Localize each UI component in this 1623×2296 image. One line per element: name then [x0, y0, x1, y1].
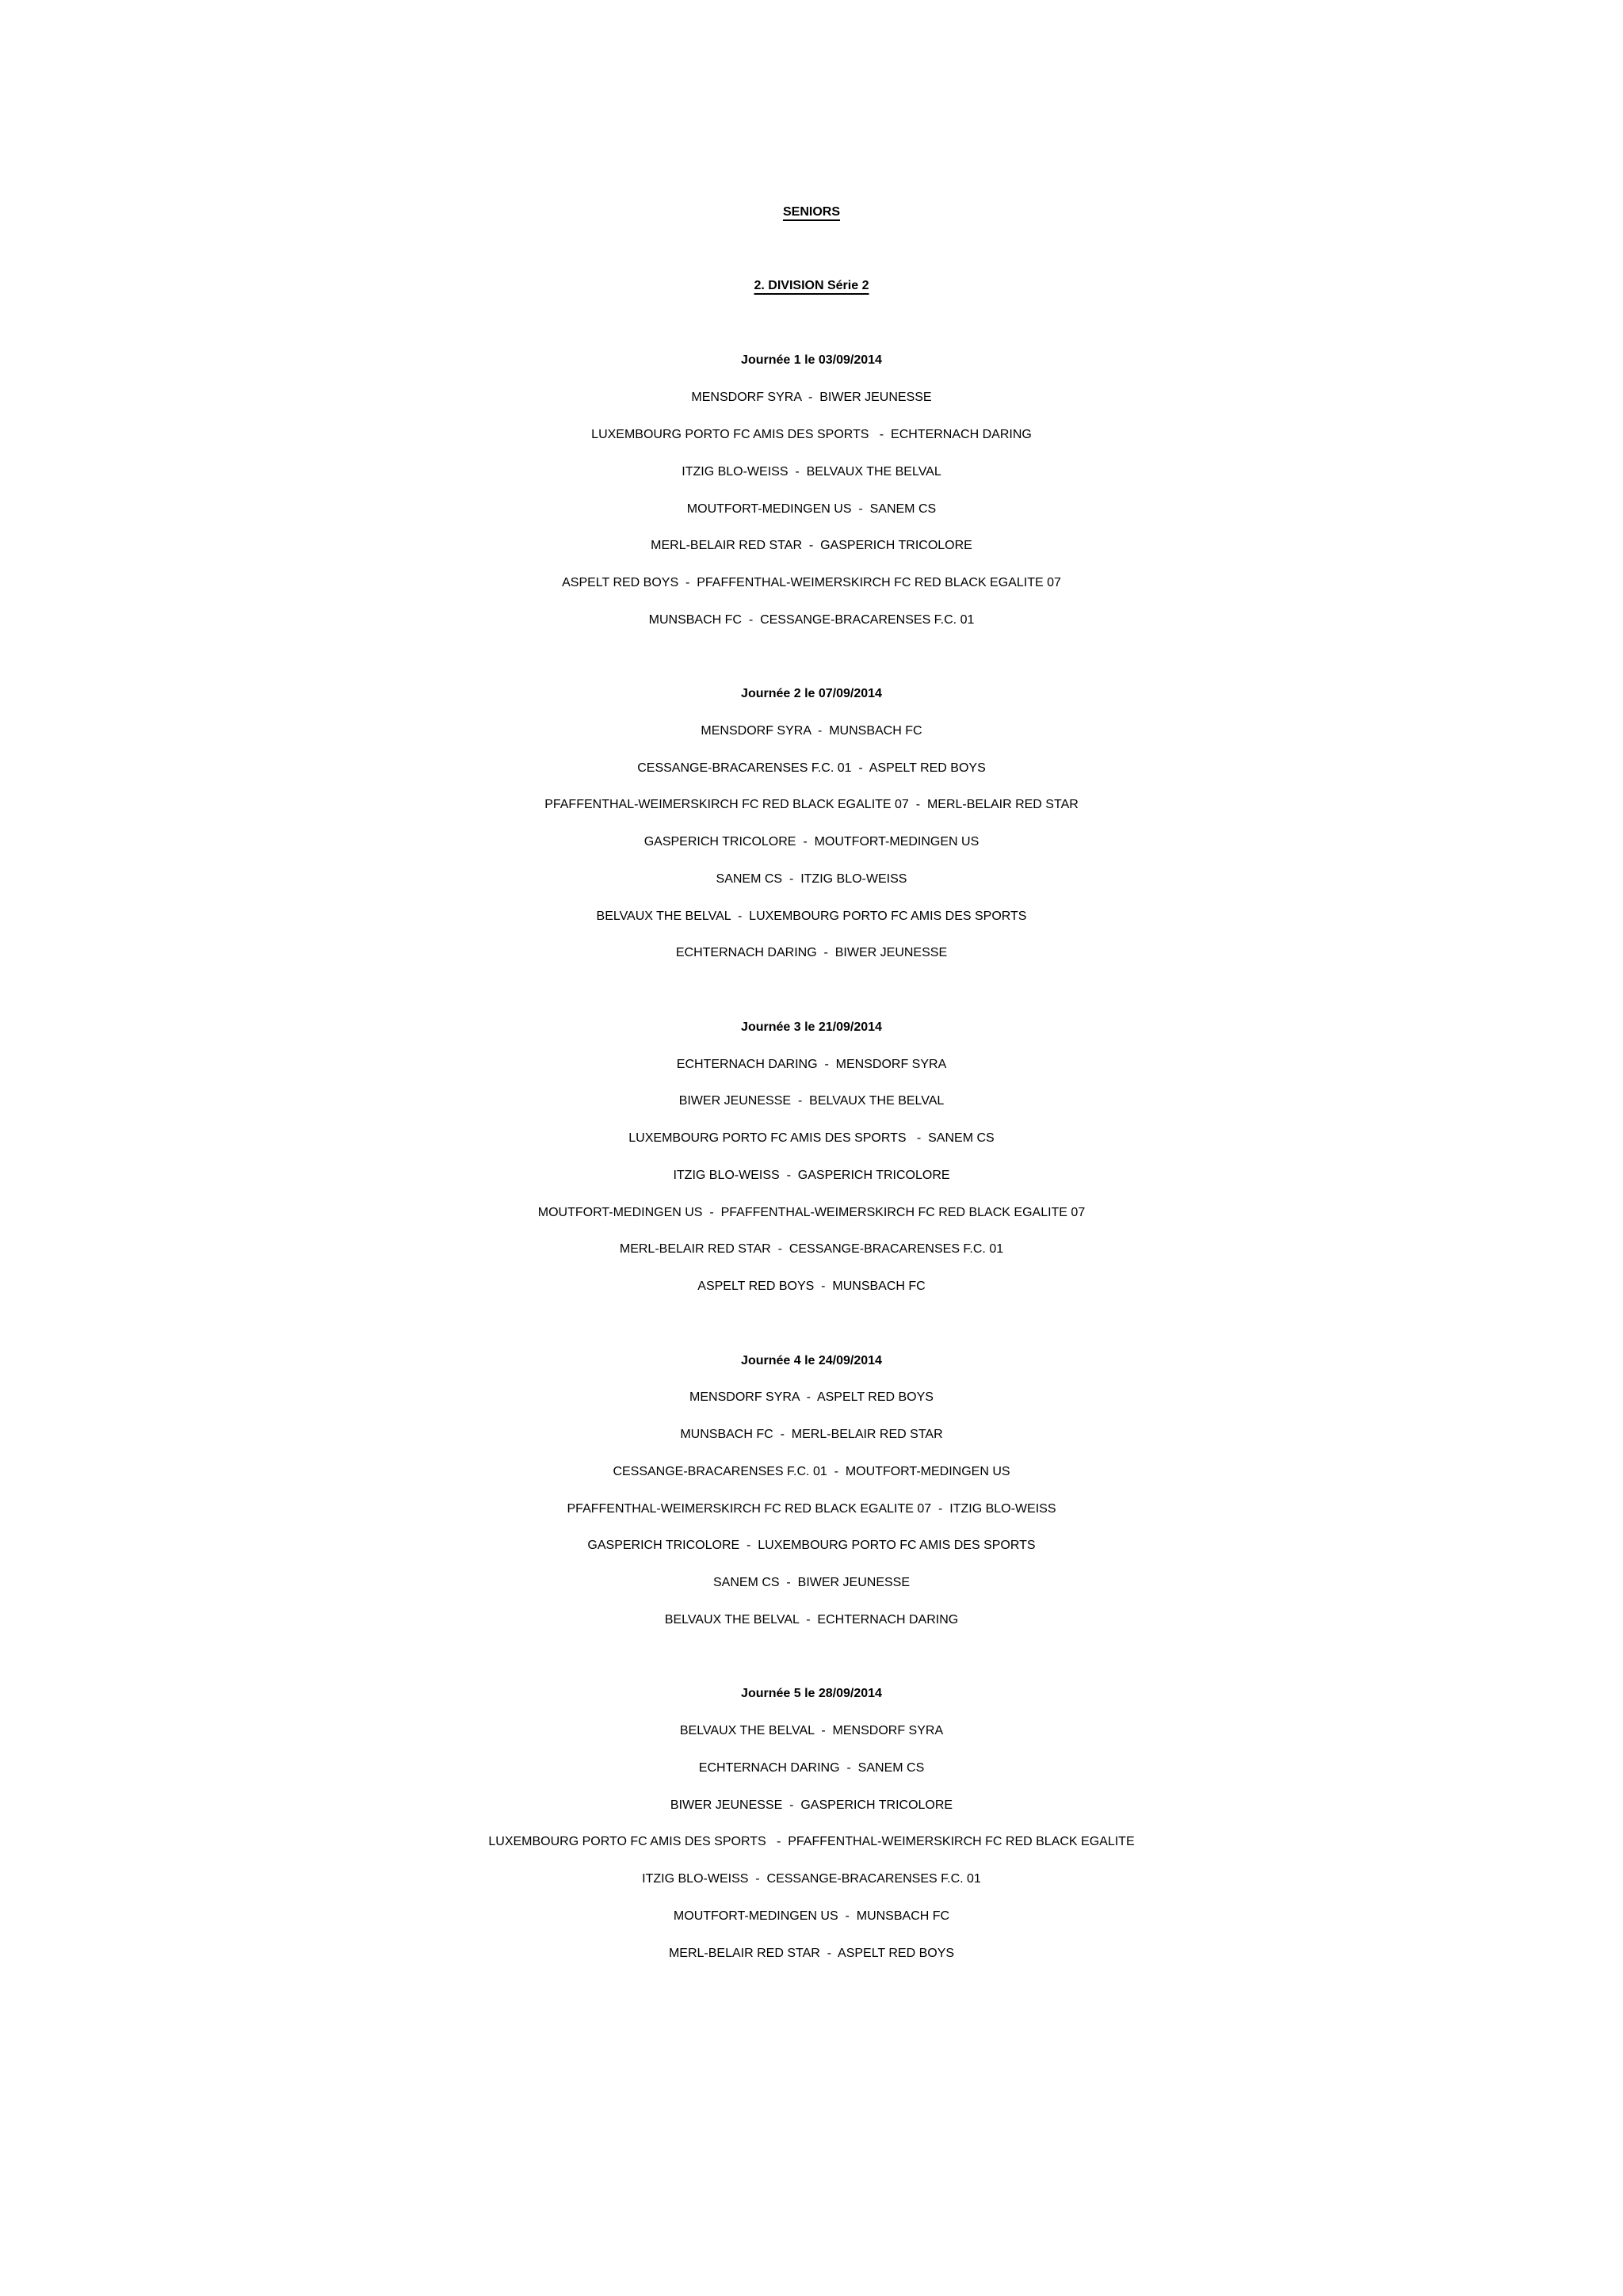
match-line: MENSDORF SYRA - ASPELT RED BOYS — [689, 1390, 934, 1404]
match-line: BIWER JEUNESSE - GASPERICH TRICOLORE — [670, 1798, 953, 1812]
match-line: LUXEMBOURG PORTO FC AMIS DES SPORTS - ECHTERNACH DARING — [591, 428, 1032, 441]
match-line: MOUTFORT-MEDINGEN US - PFAFFENTHAL-WEIMERSKIRCH FC RED BLACK EGALITE 07 — [537, 1206, 1086, 1219]
round-heading: Journée 5 le 28/09/2014 — [741, 1687, 882, 1700]
match-line: GASPERICH TRICOLORE - LUXEMBOURG PORTO FC AMIS DES SPORTS — [587, 1539, 1036, 1552]
match-line: MERL-BELAIR RED STAR - CESSANGE-BRACARENSES F.C. 01 — [619, 1242, 1004, 1256]
round-heading: Journée 3 le 21/09/2014 — [741, 1020, 882, 1034]
match-line: SANEM CS - ITZIG BLO-WEISS — [716, 872, 907, 886]
match-line: BELVAUX THE BELVAL - MENSDORF SYRA — [679, 1724, 944, 1737]
division-subtitle: 2. DIVISION Série 2 — [754, 279, 869, 292]
match-line: GASPERICH TRICOLORE - MOUTFORT-MEDINGEN US — [643, 835, 980, 849]
match-line: MUNSBACH FC - MERL-BELAIR RED STAR — [680, 1428, 943, 1441]
round-heading: Journée 4 le 24/09/2014 — [741, 1354, 882, 1367]
match-line: ITZIG BLO-WEISS - GASPERICH TRICOLORE — [673, 1169, 950, 1182]
match-line: ITZIG BLO-WEISS - BELVAUX THE BELVAL — [682, 465, 941, 479]
match-line: MOUTFORT-MEDINGEN US - MUNSBACH FC — [673, 1909, 950, 1923]
match-line: PFAFFENTHAL-WEIMERSKIRCH FC RED BLACK EGALITE 07 - MERL-BELAIR RED STAR — [544, 798, 1079, 811]
match-line: BIWER JEUNESSE - BELVAUX THE BELVAL — [678, 1094, 945, 1108]
match-line: ASPELT RED BOYS - MUNSBACH FC — [697, 1280, 926, 1293]
match-line: MUNSBACH FC - CESSANGE-BRACARENSES F.C. 01 — [648, 613, 975, 627]
match-line: ASPELT RED BOYS - PFAFFENTHAL-WEIMERSKIRCH FC RED BLACK EGALITE 07 — [562, 576, 1061, 589]
match-line: CESSANGE-BRACARENSES F.C. 01 - MOUTFORT-MEDINGEN US — [613, 1465, 1010, 1478]
match-line: LUXEMBOURG PORTO FC AMIS DES SPORTS - SANEM CS — [628, 1131, 995, 1145]
match-line: ECHTERNACH DARING - MENSDORF SYRA — [676, 1058, 947, 1071]
match-line: PFAFFENTHAL-WEIMERSKIRCH FC RED BLACK EGALITE 07 - ITZIG BLO-WEISS — [567, 1502, 1056, 1516]
match-line: BELVAUX THE BELVAL - LUXEMBOURG PORTO FC AMIS DES SPORTS — [596, 910, 1027, 923]
match-line: MOUTFORT-MEDINGEN US - SANEM CS — [686, 502, 937, 516]
match-line: CESSANGE-BRACARENSES F.C. 01 - ASPELT RED BOYS — [637, 761, 986, 775]
document-title: SENIORS — [782, 205, 840, 219]
match-line: SANEM CS - BIWER JEUNESSE — [712, 1576, 911, 1589]
match-line: MERL-BELAIR RED STAR - ASPELT RED BOYS — [668, 1947, 955, 1960]
match-line: ITZIG BLO-WEISS - CESSANGE-BRACARENSES F.C. 01 — [642, 1872, 981, 1886]
match-line: MERL-BELAIR RED STAR - GASPERICH TRICOLORE — [651, 539, 972, 552]
match-line: LUXEMBOURG PORTO FC AMIS DES SPORTS - PFAFFENTHAL-WEIMERSKIRCH FC RED BLACK EGALITE — [488, 1835, 1135, 1848]
match-line: ECHTERNACH DARING - BIWER JEUNESSE — [675, 946, 948, 959]
match-line: ECHTERNACH DARING - SANEM CS — [698, 1761, 925, 1775]
round-heading: Journée 1 le 03/09/2014 — [741, 353, 882, 367]
match-line: BELVAUX THE BELVAL - ECHTERNACH DARING — [664, 1613, 959, 1627]
round-heading: Journée 2 le 07/09/2014 — [741, 687, 882, 700]
match-line: MENSDORF SYRA - BIWER JEUNESSE — [691, 391, 932, 404]
match-line: MENSDORF SYRA - MUNSBACH FC — [701, 724, 922, 738]
